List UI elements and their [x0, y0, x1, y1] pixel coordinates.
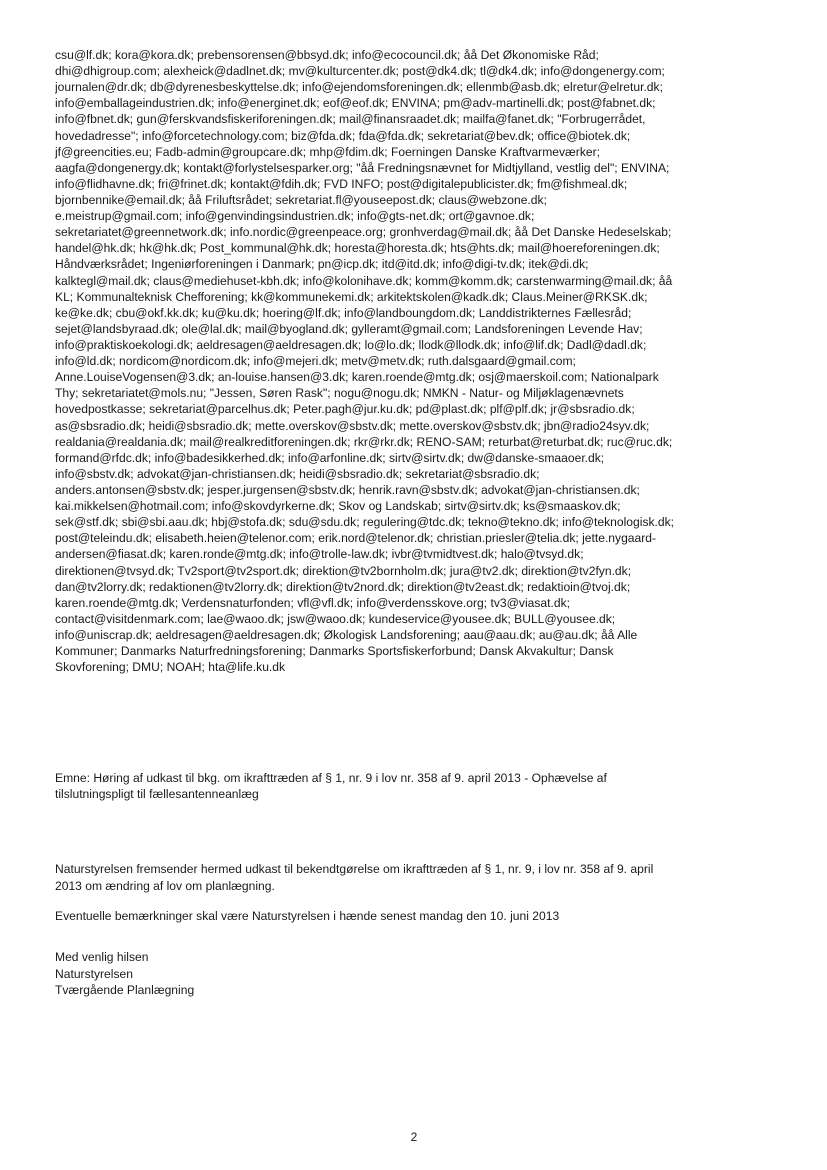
- signature-block: [55, 949, 795, 999]
- recipient-line: info@uniscrap.dk; aeldresagen@aeldresagen.dk; Økologisk Landsforening; aau@aau.dk; au@au.dk; åå Alle: [55, 627, 638, 642]
- recipient-line: [55, 707, 795, 723]
- recipient-line: info@fbnet.dk; gun@ferskvandsfiskeriforeningen.dk; mail@finansraadet.dk; mailfa@fanet.dk; "Forbrugerrådet,: [55, 112, 646, 127]
- recipient-line: direktionen@tvsyd.dk; Tv2sport@tv2sport.dk; direktion@tv2bornholm.dk; jura@tv2.dk; direktion@tv2fyn.dk;: [55, 563, 632, 578]
- recipient-line: info@sbstv.dk; advokat@jan-christiansen.dk; heidi@sbsradio.dk; sekretariat@sbsradio.dk;: [55, 466, 540, 481]
- email-subject: [55, 770, 795, 802]
- recipient-line: formand@rfdc.dk; info@badesikkerhed.dk; info@arfonline.dk; sirtv@sirtv.dk; dw@danske-smaaoer.dk;: [55, 450, 605, 465]
- recipient-line: sejet@landsbyraad.dk; ole@lal.dk; mail@byogland.dk; gylleramt@gmail.com; Landsforeningen Levende Hav;: [55, 321, 643, 336]
- recipient-line: post@teleindu.dk; elisabeth.heien@telenor.com; erik.nord@telenor.dk; christian.priesler@telia.dk; jette.nygaard-: [55, 531, 657, 546]
- recipient-line: [55, 724, 795, 740]
- recipient-line: jf@greencities.eu; Fadb-admin@groupcare.dk; mhp@fdim.dk; Foerningen Danske Kraftvarmeværker;: [55, 144, 600, 159]
- recipient-line: csu@lf.dk; kora@kora.dk; prebensorensen@bbsyd.dk; info@ecocouncil.dk; åå Det Økonomiske Råd;: [55, 48, 599, 62]
- recipient-line: hovedpostkasse; sekretariat@parcelhus.dk; Peter.pagh@jur.ku.dk; pd@plast.dk; plf@plf.dk; jr@sbsradio.dk;: [55, 402, 635, 417]
- recipient-line: anders.antonsen@sbstv.dk; jesper.jurgensen@sbstv.dk; henrik.ravn@sbstv.dk; advokat@jan-christiansen.dk;: [55, 482, 640, 497]
- paragraph-line: Eventuelle bemærkninger skal være Naturstyrelsen i hænde senest mandag den 10. juni 2013: [55, 909, 560, 923]
- recipient-line: Thy; sekretariatet@mols.nu; "Jessen, Søren Rask"; nogu@nogu.dk; NMKN - Natur- og Miljøklagenævnets: [55, 386, 624, 401]
- subject-line: Emne: Høring af udkast til bkg. om ikrafttræden af § 1, nr. 9 i lov nr. 358 af 9. april 2013 - Ophævelse af: [55, 771, 607, 785]
- subject-line: tilslutningspligt til fællesantenneanlæg: [55, 787, 259, 802]
- recipient-line: andersen@fiasat.dk; karen.ronde@mtg.dk; info@trolle-law.dk; ivbr@tvmidtvest.dk; halo@tvsyd.dk;: [55, 547, 584, 562]
- recipient-line: Skovforening; DMU; NOAH; hta@life.ku.dk: [55, 660, 286, 675]
- recipient-line: realdania@realdania.dk; mail@realkreditforeningen.dk; rkr@rkr.dk; RENO-SAM; returbat@returbat.dk; ruc@ruc.dk;: [55, 434, 673, 449]
- recipient-line: bjornbennike@email.dk; åå Friluftsrådet; sekretariat.fl@youseepost.dk; claus@webzone.dk;: [55, 192, 547, 207]
- recipient-line: Anne.LouiseVogensen@3.dk; an-louise.hansen@3.dk; karen.roende@mtg.dk; osj@maerskoil.com; Nationalpark: [55, 370, 659, 385]
- recipient-line: info@emballageindustrien.dk; info@energinet.dk; eof@eof.dk; ENVINA; pm@adv-martinelli.dk; post@fabnet.dk;: [55, 96, 656, 111]
- recipient-line: e.meistrup@gmail.com; info@genvindingsindustrien.dk; info@gts-net.dk; ort@gavnoe.dk;: [55, 209, 535, 224]
- page-number: 2: [410, 1130, 418, 1144]
- recipient-line: dan@tv2lorry.dk; redaktionen@tv2lorry.dk; direktion@tv2nord.dk; direktion@tv2east.dk; redaktioin@tvoj.dk;: [55, 579, 631, 594]
- paragraph-line: Naturstyrelsen fremsender hermed udkast til bekendtgørelse om ikrafttræden af § 1, nr. 9, i lov nr. 358 af 9. april: [55, 862, 654, 876]
- signature-department: Tværgående Planlægning: [55, 983, 195, 997]
- recipient-line: aagfa@dongenergy.dk; kontakt@forlystelsesparker.org; "åå Fredningsnævnet for Midtjylland, vestlig del"; ENVINA;: [55, 160, 670, 175]
- recipient-line: karen.roende@mtg.dk; Verdensnaturfonden; vfl@vfl.dk; info@verdensskove.org; tv3@viasat.dk;: [55, 595, 570, 610]
- recipient-line: ke@ke.dk; cbu@okf.kk.dk; ku@ku.dk; hoering@lf.dk; info@landboungdom.dk; Landdistrikternes Fællesråd;: [55, 305, 632, 320]
- recipient-line: info@ld.dk; nordicom@nordicom.dk; info@mejeri.dk; metv@metv.dk; ruth.dalsgaard@gmail.com;: [55, 354, 576, 369]
- recipient-line: kai.mikkelsen@hotmail.com; info@skovdyrkerne.dk; Skov og Landskab; sirtv@sirtv.dk; ks@smaaskov.dk;: [55, 499, 621, 514]
- recipient-line: [55, 691, 795, 707]
- recipient-line: [55, 675, 795, 691]
- recipient-line: [55, 740, 795, 756]
- recipient-line: Kommuner; Danmarks Naturfredningsforening; Danmarks Sportsfiskerforbund; Dansk Akvakultur; Dansk: [55, 644, 614, 659]
- recipient-line: info@praktiskoekologi.dk; aeldresagen@aeldresagen.dk; lo@lo.dk; llodk@llodk.dk; info@lif.dk; Dadl@dadl.dk;: [55, 337, 647, 352]
- recipient-line: KL; Kommunalteknisk Chefforening; kk@kommunekemi.dk; arkitektskolen@kadk.dk; Claus.Meiner@RKSK.dk;: [55, 289, 648, 304]
- recipient-list: [55, 47, 795, 756]
- body-paragraph-deadline: [55, 908, 795, 925]
- signature-greeting: Med venlig hilsen: [55, 950, 149, 964]
- recipient-line: Håndværksrådet; Ingeniørforeningen i Danmark; pn@icp.dk; itd@itd.dk; info@digi-tv.dk; itek@di.dk;: [55, 257, 589, 272]
- recipient-line: sekretariatet@greennetwork.dk; info.nordic@greenpeace.org; gronhverdag@mail.dk; åå Det Danske Hedeselskab;: [55, 225, 672, 240]
- recipient-line: journalen@dr.dk; db@dyrenesbeskyttelse.dk; info@ejendomsforeningen.dk; ellenmb@asb.dk; elretur@elretur.dk;: [55, 80, 663, 95]
- signature-organization: Naturstyrelsen: [55, 966, 133, 981]
- recipient-line: handel@hk.dk; hk@hk.dk; Post_kommunal@hk.dk; horesta@horesta.dk; hts@hts.dk; mail@hoereforeningen.dk;: [55, 241, 660, 256]
- body-paragraph-announcement: [55, 861, 795, 894]
- recipient-line: info@flidhavne.dk; fri@frinet.dk; kontakt@fdih.dk; FVD INFO; post@digitalepublicister.dk; fm@fishmeal.dk;: [55, 176, 628, 191]
- recipient-line: contact@visitdenmark.com; lae@waoo.dk; jsw@waoo.dk; kundeservice@yousee.dk; BULL@yousee.dk;: [55, 611, 616, 626]
- recipient-line: kalktegl@mail.dk; claus@mediehuset-kbh.dk; info@kolonihave.dk; komm@komm.dk; carstenwarming@mail.dk; åå: [55, 273, 673, 288]
- recipient-line: as@sbsradio.dk; heidi@sbsradio.dk; mette.overskov@sbstv.dk; mette.overskov@sbstv.dk; jbn@radio24syv.dk;: [55, 418, 650, 433]
- recipient-line: hovedadresse"; info@forcetechnology.com; biz@fda.dk; fda@fda.dk; sekretariat@bev.dk; office@biotek.dk;: [55, 128, 631, 143]
- recipient-line: dhi@dhigroup.com; alexheick@dadlnet.dk; mv@kulturcenter.dk; post@dk4.dk; tl@dk4.dk; info@dongenergy.com;: [55, 64, 665, 79]
- paragraph-line: 2013 om ændring af lov om planlægning.: [55, 878, 275, 893]
- recipient-line: sek@stf.dk; sbi@sbi.aau.dk; hbj@stofa.dk; sdu@sdu.dk; regulering@tdc.dk; tekno@tekno.dk; info@teknologisk.dk;: [55, 515, 675, 530]
